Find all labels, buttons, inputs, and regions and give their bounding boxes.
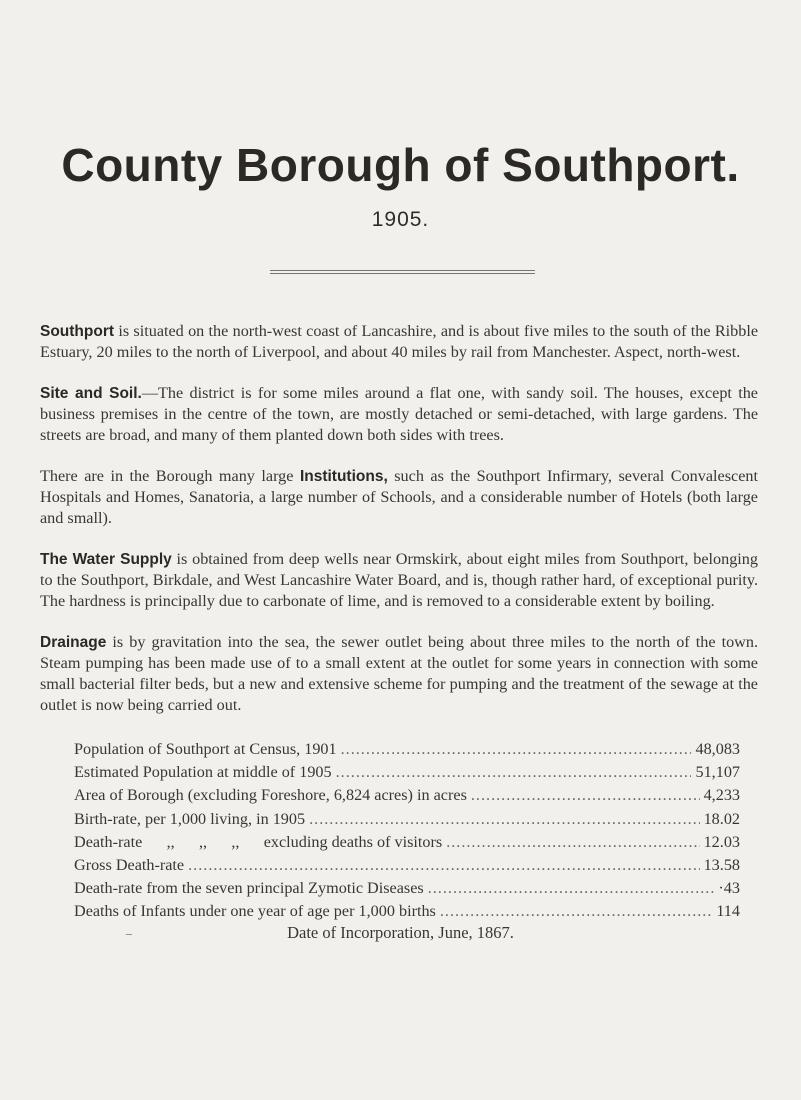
stat-label: Death-rate ,, ,, ,, excluding deaths of visitors bbox=[74, 832, 443, 851]
stat-row bbox=[74, 740, 740, 763]
report-year: 1905. bbox=[371, 208, 430, 231]
paragraph-keyword: Institutions, bbox=[299, 468, 388, 485]
leader-dots bbox=[341, 740, 692, 759]
stat-value: ·43 bbox=[718, 879, 740, 898]
statistics-list bbox=[74, 740, 740, 926]
leader-dots bbox=[446, 833, 699, 852]
stat-row bbox=[74, 879, 740, 902]
leader-dots bbox=[309, 810, 699, 829]
page-title: County Borough of Southport. bbox=[61, 139, 740, 191]
paragraph-drainage bbox=[40, 632, 758, 716]
stat-label: Gross Death-rate bbox=[74, 855, 185, 874]
leader-dots bbox=[336, 763, 692, 782]
stat-value: 48,083 bbox=[695, 740, 740, 758]
title-rule bbox=[270, 270, 535, 274]
stat-value: 12.03 bbox=[703, 832, 740, 851]
paragraph-lead: Site and Soil. bbox=[40, 385, 142, 402]
paragraph-southport bbox=[40, 321, 758, 363]
stat-label: Deaths of Infants under one year of age per 1,000 births bbox=[74, 902, 436, 921]
stat-label: Area of Borough (excluding Foreshore, 6,824 acres) in acres bbox=[74, 786, 467, 805]
paragraph-text: There are in the Borough many large bbox=[40, 467, 300, 485]
stat-row bbox=[74, 763, 740, 786]
stat-value: 114 bbox=[716, 902, 740, 921]
stat-label: Birth-rate, per 1,000 living, in 1905 bbox=[74, 809, 306, 828]
stat-row bbox=[74, 786, 740, 809]
paragraph-text: —The district is for some miles around a flat one, with sandy soil. The houses, except the business premises in the centre of the town, are mostly detached or semi-detached, with large gardens. The streets are broad, and many of them planted down both sides with trees. bbox=[40, 384, 758, 444]
leader-dots bbox=[188, 856, 699, 875]
stat-value: 4,233 bbox=[703, 786, 740, 805]
stat-value: 18.02 bbox=[703, 809, 740, 828]
paragraph-text: is situated on the north-west coast of Lancashire, and is about five miles to the south of the Ribble Estuary, 20 miles to the north of Liverpool, and about 40 miles by rail from Manchester. Aspect, north-west. bbox=[40, 322, 758, 361]
stat-row bbox=[74, 856, 740, 879]
leader-dots bbox=[440, 902, 712, 921]
paragraph-text: such as the Southport Infirmary, several Convalescent Hospitals and Homes, Sanatoria, a large number of Schools, and a considerable number of Hotels (both large and small). bbox=[40, 467, 758, 527]
paragraph-water-supply bbox=[40, 549, 758, 612]
body-text bbox=[40, 321, 758, 736]
stat-label: Death-rate from the seven principal Zymotic Diseases bbox=[74, 879, 424, 898]
incorporation-date: Date of Incorporation, June, 1867. bbox=[287, 923, 514, 942]
stat-label: Estimated Population at middle of 1905 bbox=[74, 763, 332, 782]
paragraph-lead: Drainage bbox=[40, 634, 107, 651]
paragraph-text: is by gravitation into the sea, the sewer outlet being about three miles to the north of the town. Steam pumping has been made use of to a small extent at the outlet for some years in connection with some small bacterial filter beds, but a new and extensive scheme for pumping and the treatment of the sewage at the outlet is now being carried out. bbox=[40, 633, 758, 714]
stat-row bbox=[74, 810, 740, 833]
paragraph-lead: Southport bbox=[40, 323, 115, 340]
printer-mark-icon: ‒ bbox=[126, 926, 132, 940]
stat-value: 51,107 bbox=[695, 763, 740, 782]
stat-value: 13.58 bbox=[703, 855, 740, 874]
stat-label: Population of Southport at Census, 1901 bbox=[74, 740, 337, 758]
paragraph-institutions bbox=[40, 466, 758, 529]
leader-dots bbox=[471, 786, 700, 805]
paragraph-site-and-soil bbox=[40, 383, 758, 446]
paragraph-lead: The Water Supply bbox=[40, 551, 172, 568]
leader-dots bbox=[428, 879, 715, 898]
stat-row bbox=[74, 833, 740, 856]
paragraph-text: is obtained from deep wells near Ormskirk, about eight miles from Southport, belonging to the Southport, Birkdale, and West Lancashire Water Board, and is, though rather hard, of exceptional purity. The hardness is principally due to carbonate of lime, and is removed to a considerable extent by boiling. bbox=[40, 550, 758, 610]
